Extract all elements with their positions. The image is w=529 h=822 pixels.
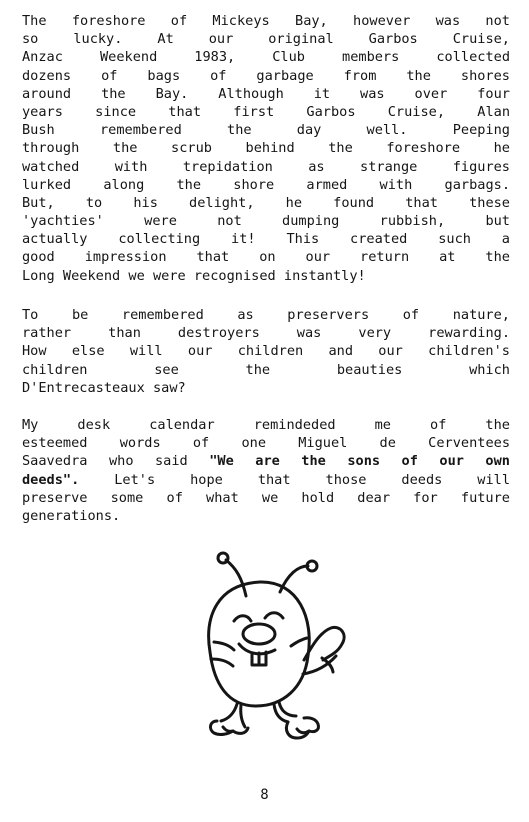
paragraph-desk-calendar [22, 416, 510, 525]
text-line: years since that first Garbos Cruise, Alan [22, 103, 510, 120]
paragraph-mickeys-bay [22, 12, 510, 285]
text-line: generations. [22, 507, 121, 524]
text-line: But, to his delight, he found that these [22, 194, 510, 211]
quote-text: "We are the sons of our own [209, 453, 510, 470]
text-line: actually collecting it! This created such a [22, 231, 510, 248]
text-line [22, 452, 510, 470]
text-line: around the Bay. Although it was over four [22, 85, 510, 102]
text-line: Bush remembered the day well. Peeping [22, 122, 510, 139]
text-line: To be remembered as preservers of nature, [22, 307, 510, 323]
text-line [22, 471, 510, 489]
text-line: Anzac Weekend 1983, Club members collected [22, 49, 510, 66]
cartoon-critter-illustration [184, 548, 350, 740]
text-line: Long Weekend we were recognised instantly! [22, 267, 366, 284]
text-line: 'yachties' were not dumping rubbish, but [22, 213, 510, 230]
text-line: dozens of bags of garbage from the shores [22, 67, 510, 84]
text-segment: Saavedra who said [22, 453, 210, 470]
text-line: The foreshore of Mickeys Bay, however was not [22, 13, 510, 29]
text-line: esteemed words of one Miguel de Cerventees [22, 435, 510, 452]
text-line: lurked along the shore armed with garbags. [22, 176, 510, 193]
text-line: How else will our children and our children's [22, 343, 510, 360]
text-line: through the scrub behind the foreshore he [22, 140, 510, 157]
text-line: children see the beauties which [22, 361, 510, 378]
text-line: so lucky. At our original Garbos Cruise, [22, 31, 510, 48]
text-line: My desk calendar remindeded me of the [22, 417, 510, 433]
text-segment: Let's hope that those deeds will [79, 471, 510, 488]
paragraph-preservers [22, 306, 510, 397]
quote-text: deeds". [22, 471, 80, 488]
text-line: watched with trepidation as strange figures [22, 158, 510, 175]
text-line: good impression that on our return at the [22, 249, 510, 266]
page-number: 8 [260, 787, 269, 803]
text-line: rather than destroyers was very rewarding. [22, 325, 510, 342]
text-line: preserve some of what we hold dear for future [22, 489, 510, 506]
text-line: D'Entrecasteaux saw? [22, 379, 186, 396]
